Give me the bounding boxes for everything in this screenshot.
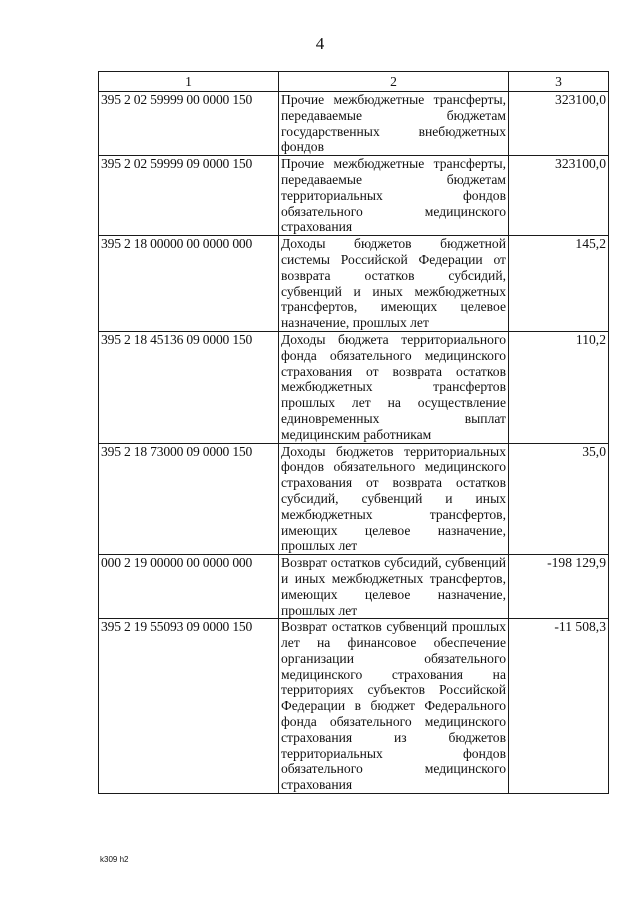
row-amount: 323100,0 xyxy=(509,156,609,236)
row-name: Доходы бюджетов территориальных фондов обязательного медицинского страхования от возврата остатков субсидий, субвенций и иных межбюджетных трансфертов, имеющих целевое назначение, прошлых лет xyxy=(279,443,509,555)
row-amount: 35,0 xyxy=(509,443,609,555)
row-amount: -198 129,9 xyxy=(509,555,609,619)
table-row xyxy=(99,236,609,332)
column-header-amount: 3 xyxy=(509,72,609,92)
table-header-row xyxy=(99,72,609,92)
row-amount: 110,2 xyxy=(509,331,609,443)
footer-doc-code: k309 h2 xyxy=(100,855,129,864)
table-row xyxy=(99,555,609,619)
table-row xyxy=(99,443,609,555)
row-code: 395 2 19 55093 09 0000 150 xyxy=(99,619,279,794)
column-header-name: 2 xyxy=(279,72,509,92)
row-amount: 323100,0 xyxy=(509,92,609,156)
row-code: 395 2 02 59999 00 0000 150 xyxy=(99,92,279,156)
table-row xyxy=(99,92,609,156)
column-header-code: 1 xyxy=(99,72,279,92)
row-code: 395 2 18 45136 09 0000 150 xyxy=(99,331,279,443)
row-name: Прочие межбюджетные трансферты, передаваемые бюджетам территориальных фондов обязательного медицинского страхования xyxy=(279,156,509,236)
row-name: Доходы бюджета территориального фонда обязательного медицинского страхования от возврата остатков межбюджетных трансфертов прошлых лет на осуществление единовременных выплат медицинским работникам xyxy=(279,331,509,443)
row-code: 395 2 18 73000 09 0000 150 xyxy=(99,443,279,555)
budget-table xyxy=(98,71,609,794)
row-code: 395 2 18 00000 00 0000 000 xyxy=(99,236,279,332)
row-name: Доходы бюджетов бюджетной системы Российской Федерации от возврата остатков субсидий, субвенций и иных межбюджетных трансфертов, имеющих целевое назначение, прошлых лет xyxy=(279,236,509,332)
table-row xyxy=(99,331,609,443)
page-number: 4 xyxy=(315,34,325,53)
row-amount: 145,2 xyxy=(509,236,609,332)
row-name: Прочие межбюджетные трансферты, передаваемые бюджетам государственных внебюджетных фондов xyxy=(279,92,509,156)
row-name: Возврат остатков субвенций прошлых лет на финансовое обеспечение организации обязательного медицинского страхования на территориях субъектов Российской Федерации в бюджет Федерального фонда обязательного медицинского страхования из бюджетов территориальных фондов обязательного медицинского страхования xyxy=(279,619,509,794)
row-code: 000 2 19 00000 00 0000 000 xyxy=(99,555,279,619)
row-name: Возврат остатков субсидий, субвенций и иных межбюджетных трансфертов, имеющих целевое назначение, прошлых лет xyxy=(279,555,509,619)
row-code: 395 2 02 59999 09 0000 150 xyxy=(99,156,279,236)
table-row xyxy=(99,156,609,236)
row-amount: -11 508,3 xyxy=(509,619,609,794)
table-row xyxy=(99,619,609,794)
